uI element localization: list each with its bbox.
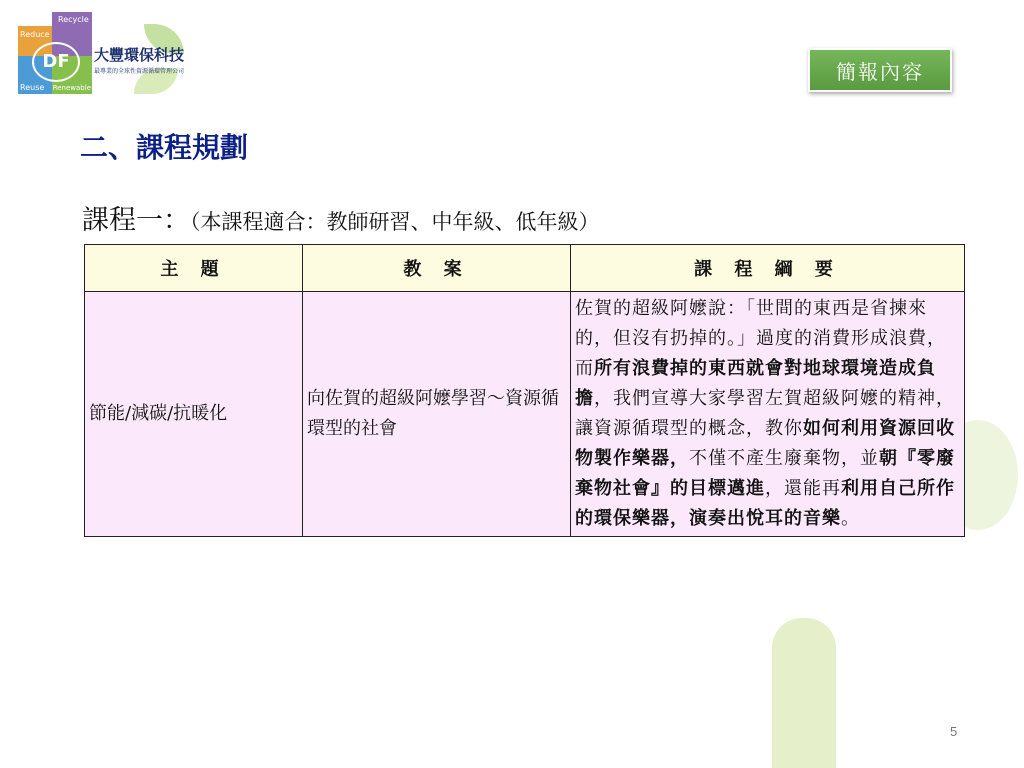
table-header-row	[85, 245, 965, 292]
logo-recycle-label: Recycle	[58, 15, 89, 24]
page-number: 5	[950, 724, 958, 739]
course-heading-label: 課程一：	[82, 205, 190, 236]
background-tree-decoration	[772, 618, 836, 768]
logo-df-mark: DF	[32, 42, 80, 82]
cell-lesson: 向佐賀的超級阿嬤學習～資源循環型的社會	[303, 292, 571, 537]
logo-reduce-label: Reduce	[20, 30, 50, 39]
summary-segment: 不僅不產生廢棄物，並	[689, 448, 879, 469]
company-name: 大豐環保科技	[94, 46, 185, 64]
header-lesson: 教 案	[303, 245, 571, 292]
summary-segment: 。	[841, 508, 860, 529]
cell-summary	[571, 292, 965, 537]
presentation-contents-button[interactable]: 簡報內容	[808, 48, 952, 92]
logo-renewable-label: Renewable	[52, 84, 91, 92]
recycle-logo-icon	[18, 12, 92, 94]
summary-segment-bold: 如何利用資源回收物製作樂器，	[575, 418, 955, 469]
course-plan-table	[84, 244, 965, 537]
summary-segment-bold: 利用自己所作的環保樂器，演奏出悅耳的音樂	[575, 478, 955, 529]
table-row	[85, 292, 965, 537]
header-topic: 主 題	[85, 245, 303, 292]
company-subtitle: 最專業的全球性資源循環管理公司	[94, 68, 185, 75]
logo-reuse-label: Reuse	[20, 83, 45, 92]
course-audience-note: （本課程適合：教師研習、中年級、低年級）	[190, 210, 600, 234]
course-heading	[82, 198, 600, 237]
cell-topic: 節能/減碳/抗暖化	[85, 292, 303, 537]
section-title: 二、課程規劃	[80, 131, 249, 164]
summary-segment-bold: 所有浪費掉的東西就會對地球環境造成負擔	[575, 358, 936, 409]
summary-segment: ，還能再	[765, 478, 841, 499]
company-logo	[14, 10, 204, 100]
summary-segment-bold: 朝『零廢棄物社會』的目標邁進	[575, 448, 955, 499]
summary-segment: 佐賀的超級阿嬤說：「世間的東西是省揀來的，但沒有扔掉的。」過度的消費形成浪費，而	[575, 298, 946, 379]
summary-segment: ，我們宣導大家學習左賀超級阿嬤的精神，讓資源循環型的概念，教你	[575, 388, 955, 439]
header-summary: 課 程 綱 要	[571, 245, 965, 292]
